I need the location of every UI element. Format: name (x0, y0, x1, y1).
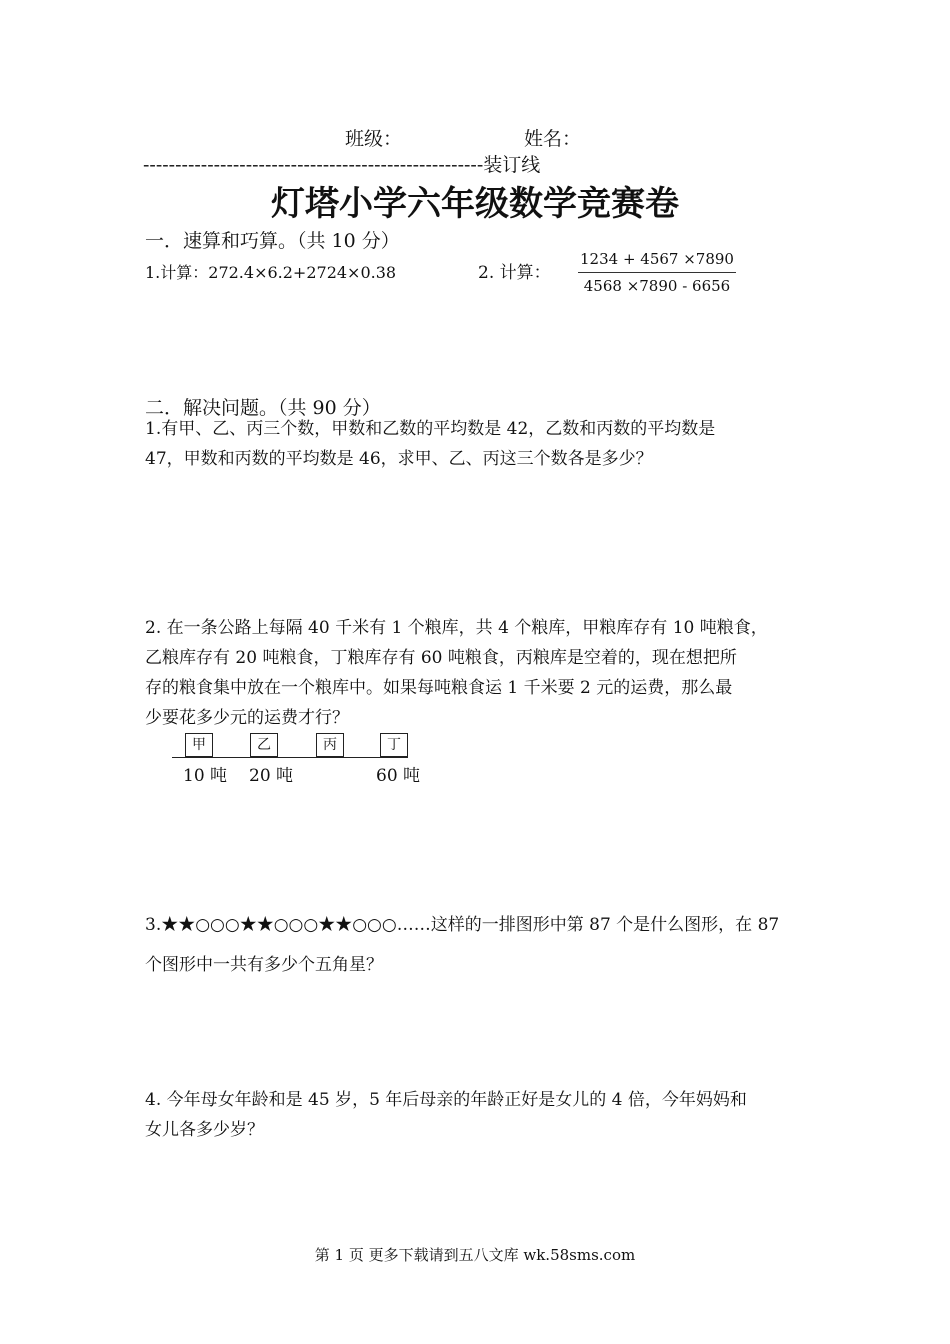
problem-3-line1: 3.★★○○○★★○○○★★○○○……这样的一排图形中第 87 个是什么图形，在 87 (145, 915, 780, 935)
problem-4 (145, 1085, 747, 1145)
page-footer: 第 1 页 更多下载请到五八文库 wk.58sms.com (314, 1246, 636, 1264)
problem-2-line: 乙粮库存有 20 吨粮食，丁粮库存有 60 吨粮食，丙粮库是空着的，现在想把所 (145, 648, 737, 668)
section1-heading: 一．速算和巧算。（共 10 分） (145, 230, 400, 252)
depot-yi: 乙 (250, 733, 278, 757)
problem-2-line: 2. 在一条公路上每隔 40 千米有 1 个粮库，共 4 个粮库，甲粮库存有 10 吨粮食， (145, 618, 768, 638)
binding-line (143, 150, 540, 177)
tons-ding: 60 吨 (376, 766, 421, 786)
problem-2-line: 存的粮食集中放在一个粮库中。如果每吨粮食运 1 千米要 2 元的运费，那么最 (145, 678, 733, 698)
problem-3-line2: 个图形中一共有多少个五角星？ (145, 955, 383, 975)
problem-2-line: 少要花多少元的运费才行？ (145, 708, 349, 728)
tons-jia: 10 吨 (183, 766, 228, 786)
problem-4-line: 4. 今年母女年龄和是 45 岁，5 年后母亲的年龄正好是女儿的 4 倍，今年妈妈和 (145, 1090, 747, 1110)
road-line (172, 757, 408, 758)
problem-1-line: 47，甲数和丙数的平均数是 46，求甲、乙、丙这三个数各是多少？ (145, 449, 653, 469)
name-label: 姓名： (524, 128, 582, 150)
problem-4-line: 女儿各多少岁？ (145, 1120, 264, 1140)
binding-dashes: ----------------------------------------------------- (143, 154, 484, 176)
tons-yi: 20 吨 (249, 766, 294, 786)
section2-heading: 二．解决问题。（共 90 分） (145, 397, 381, 419)
depot-jia: 甲 (185, 733, 213, 757)
page-title: 灯塔小学六年级数学竞赛卷 (271, 184, 679, 224)
problem-1-line: 1.有甲、乙、丙三个数，甲数和乙数的平均数是 42，乙数和丙数的平均数是 (145, 419, 716, 439)
fraction-numerator: 1234 + 4567 ×7890 (578, 250, 736, 273)
question-1-1: 1.计算：272.4×6.2+2724×0.38 (145, 263, 397, 282)
binding-label: 装订线 (483, 154, 541, 176)
problem-1 (145, 414, 715, 474)
problem-2 (145, 613, 768, 733)
question-1-2-label: 2. 计算： (478, 263, 551, 283)
fraction-expression (578, 250, 736, 295)
class-label: 班级： (345, 128, 403, 150)
fraction-denominator: 4568 ×7890 - 6656 (583, 277, 731, 295)
depot-ding: 丁 (380, 733, 408, 757)
depot-bing: 丙 (316, 733, 344, 757)
